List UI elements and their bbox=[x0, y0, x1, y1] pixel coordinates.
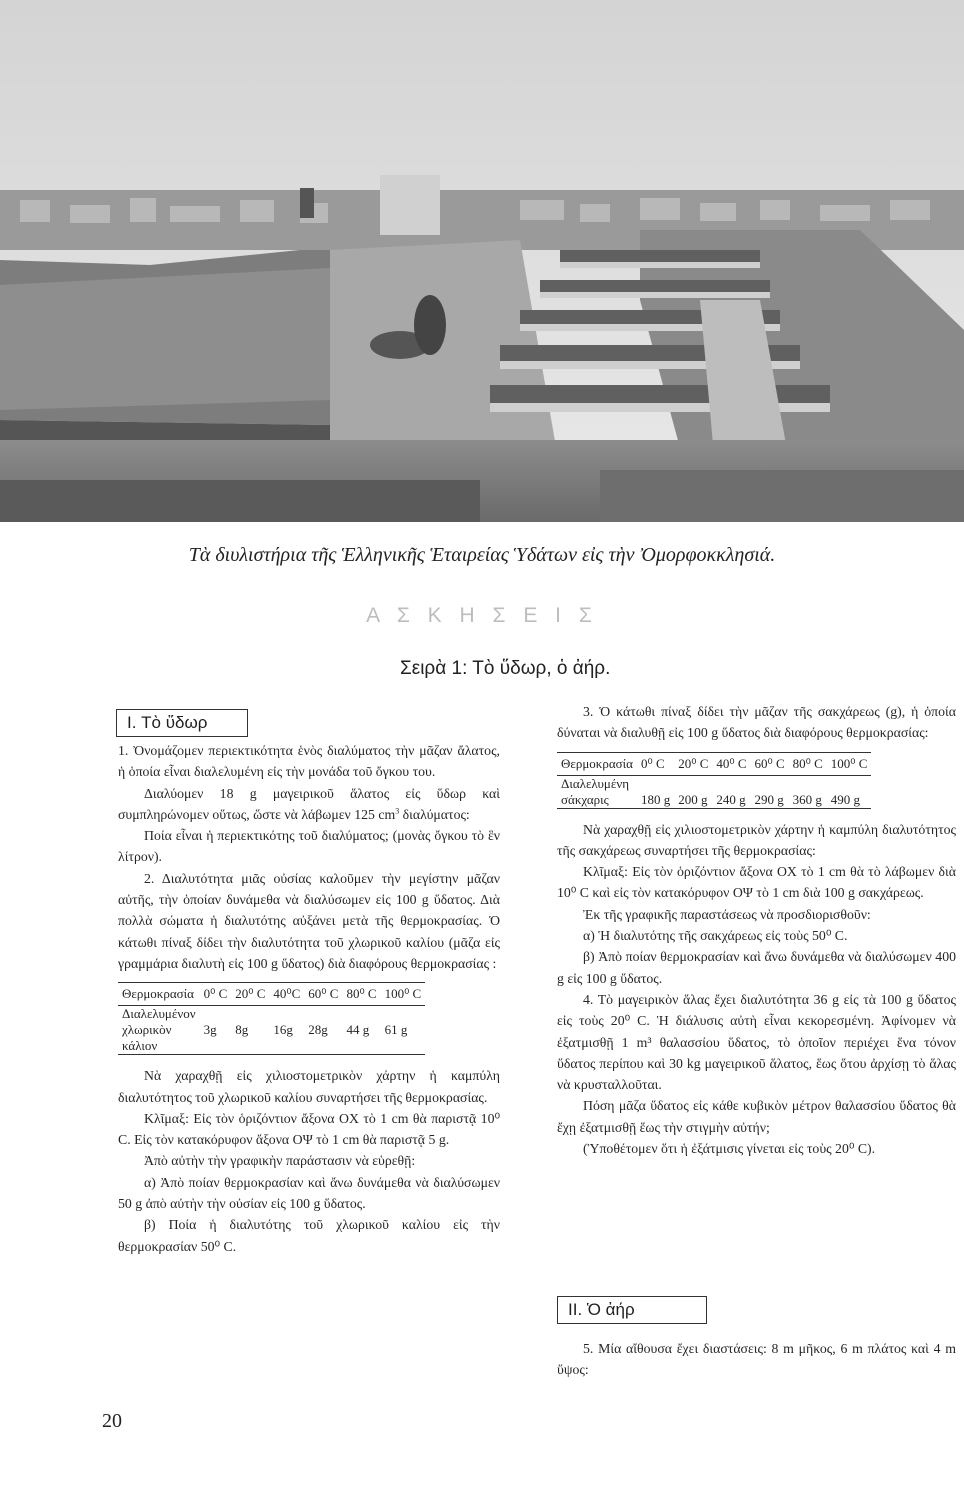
table-cell: 0⁰ C bbox=[200, 983, 232, 1006]
exercises-heading: Α Σ Κ Η Σ Ε Ι Σ bbox=[366, 604, 598, 627]
table-row-label: Διαλελυμένον bbox=[122, 1006, 196, 1022]
exercise-1-question: Ποία εἶναι ἡ περιεκτικότης τοῦ διαλύματος; (μονὰς ὄγκου τὸ ἓν λίτρον). bbox=[118, 828, 500, 865]
exercise-3-find: Ἐκ τῆς γραφικῆς παραστάσεως νὰ προσδιορισθοῦν: bbox=[583, 906, 871, 922]
exercise-2-text: 2. Διαλυτότητα μιᾶς οὐσίας καλοῦμεν τὴν μεγίστην μᾶζαν αὐτῆς, τὴν ὁποίαν δυνάμεθα νὰ διαλύσωμεν εἰς 100 g ὕδατος. Διὰ πολλὰ σώματα ἡ διαλυτότης αὐξάνει μετὰ τῆς θερμοκρασίας. Ὁ κάτωθι πίναξ δίδει τὴν διαλυτότητα τοῦ χλωρικοῦ καλίου (μᾶζα εἰς γραμμάρια διαλυτὴ εἰς 100 g ὕδατος) διὰ διαφόρους θερμοκρασίας : bbox=[118, 870, 500, 971]
exercise-3-text: 3. Ὁ κάτωθι πίναξ δίδει τὴν μᾶζαν τῆς σακχάρεως (g), ἡ ὁποία δύναται νὰ διαλυθῇ εἰς 100 g ὕδατος διὰ διαφόρους θερμοκρασίας: bbox=[557, 704, 956, 741]
table-row-label: σάκχαρις bbox=[557, 792, 637, 809]
exercise-2-scale: Κλῖμαξ: Εἰς τὸν ὁριζόντιον ἄξονα ΟΧ τὸ 1 cm θὰ παριστᾷ 10⁰ C. Εἰς τὸν κατακόρυφον ἄξονα ΟΨ τὸ 1 cm θὰ παριστᾷ 5 g. bbox=[118, 1110, 500, 1148]
table-cell: 100⁰ C bbox=[827, 752, 872, 775]
table-row bbox=[557, 775, 871, 792]
table-cell: 61 g bbox=[384, 1022, 408, 1038]
right-column-bottom bbox=[557, 1338, 956, 1381]
sugar-table bbox=[557, 752, 871, 809]
exercise-4-text: 4. Τὸ μαγειρικὸν ἅλας ἔχει διαλυτότητα 36 g εἰς τὰ 100 g ὕδατος εἰς τοὺς 20⁰ C. Ἡ διάλυσις αὐτὴ εἶναι κεκορεσμένη. Ἀφίνομεν νὰ ἐξατμισθῇ 1 m³ θαλασσίου ὕδατος, τὸ ὁποῖον περιέχει ἕνα τόνον ὕδατος περίπου καὶ 30 kg μαγειρικοῦ ἅλατος, ἕως ὅτου ἀρχίσῃ τὸ ἅλας νὰ κρυσταλλοῦται. bbox=[557, 991, 956, 1093]
table-cell: 60⁰ C bbox=[751, 752, 789, 775]
left-column bbox=[118, 740, 500, 1257]
table-cell: 240 g bbox=[712, 792, 750, 809]
exercise-4-note: (Ὑποθέτομεν ὅτι ἡ ἐξάτμισις γίνεται εἰς τοὺς 20⁰ C). bbox=[583, 1141, 876, 1157]
section-water-heading: I. Τὸ ὕδωρ bbox=[116, 709, 248, 737]
right-column bbox=[557, 701, 956, 1159]
table-row bbox=[118, 1006, 425, 1023]
table-cell: 16g bbox=[273, 1022, 293, 1038]
exercise-3-scale: Κλῖμαξ: Εἰς τὸν ὁριζόντιον ἄξονα ΟΧ τὸ 1 cm θὰ τὸ λάβωμεν διὰ 10⁰ C καὶ εἰς τὸν κατακόρυφον ΟΨ τὸ 1 cm διὰ 100 g σακχάρεως. bbox=[557, 864, 956, 901]
exercise-2-question-b: β) Ποία ἡ διαλυτότης τοῦ χλωρικοῦ καλίου εἰς τὴν θερμοκρασίαν 50⁰ C. bbox=[118, 1217, 500, 1254]
table-row-label: χλωρικὸν bbox=[122, 1022, 172, 1038]
table-cell: 40⁰ C bbox=[712, 752, 750, 775]
table-cell: 44 g bbox=[346, 1022, 370, 1038]
table-cell: 28g bbox=[308, 1022, 328, 1038]
filter-beds-photo bbox=[0, 0, 964, 522]
exercise-1-data: Διαλύομεν 18 g μαγειρικοῦ ἅλατος εἰς ὕδωρ καὶ συμπληρώνομεν οὕτως, ὥστε νὰ λάβωμεν 125 $cm^3$ διαλύματος: bbox=[118, 785, 500, 822]
table-cell: 8g bbox=[235, 1022, 249, 1038]
exercise-2-instruction: Νὰ χαραχθῇ εἰς χιλιοστομετρικὸν χάρτην ἡ καμπύλη διαλυτότητος τοῦ χλωρικοῦ καλίου συναρτήσει τῆς θερμοκρασίας. bbox=[118, 1068, 500, 1105]
section-air-heading: II. Ὁ ἀήρ bbox=[557, 1296, 707, 1324]
table-cell: 180 g bbox=[637, 792, 674, 809]
table-row-label: κάλιον bbox=[118, 1038, 200, 1055]
table-row bbox=[557, 792, 871, 809]
table-cell: 60⁰ C bbox=[304, 983, 342, 1006]
table-cell: 40⁰C bbox=[269, 983, 304, 1006]
photo-caption: Τὰ διυλιστήρια τῆς Ἑλληνικῆς Ἑταιρείας Ὑδάτων εἰς τὴν Ὀμορφοκκλησιά. bbox=[188, 544, 776, 566]
table-cell: 80⁰ C bbox=[789, 752, 827, 775]
table-cell: 490 g bbox=[827, 792, 872, 809]
table-cell: 20⁰ C bbox=[674, 752, 712, 775]
table-header-label: Θερμοκρασία bbox=[118, 983, 200, 1006]
table-header-label: Θερμοκρασία bbox=[557, 752, 637, 775]
page-number: 20 bbox=[102, 1410, 122, 1432]
series-title: Σειρὰ 1: Τὸ ὕδωρ, ὁ ἀήρ. bbox=[400, 658, 611, 679]
table-cell: 100⁰ C bbox=[381, 983, 426, 1006]
table-cell: 360 g bbox=[789, 792, 827, 809]
table-row bbox=[118, 1038, 425, 1055]
exercise-3-instruction: Νὰ χαραχθῇ εἰς χιλιοστομετρικὸν χάρτην ἡ καμπύλη διαλυτότητος τῆς σακχάρεως συναρτήσει τῆς θερμοκρασίας: bbox=[557, 821, 956, 858]
exercise-3-question-b: β) Ἀπὸ ποίαν θερμοκρασίαν καὶ ἄνω δυνάμεθα νὰ διαλύσωμεν 400 g εἰς 100 g ὕδατος. bbox=[557, 949, 956, 986]
table-cell: 0⁰ C bbox=[637, 752, 674, 775]
table-cell: 20⁰ C bbox=[231, 983, 269, 1006]
exercise-4-question: Πόση μᾶζα ὕδατος εἰς κάθε κυβικὸν μέτρον θαλασσίου ὕδατος θὰ ἔχῃ ἐξατμισθῇ ἕως τὴν στιγμὴν αὐτήν; bbox=[557, 1098, 956, 1135]
potassium-chlorate-table bbox=[118, 982, 425, 1055]
table-row bbox=[557, 752, 871, 775]
table-row bbox=[118, 983, 425, 1006]
table-cell: 290 g bbox=[751, 792, 789, 809]
table-cell: 200 g bbox=[674, 792, 712, 809]
exercise-2-find: Ἀπὸ αὐτὴν τὴν γραφικὴν παράστασιν νὰ εὑρεθῇ: bbox=[144, 1153, 416, 1169]
table-row bbox=[118, 1022, 425, 1038]
table-cell: 3g bbox=[203, 1022, 217, 1038]
exercise-3-question-a: α) Ἡ διαλυτότης τῆς σακχάρεως εἰς τοὺς 50⁰ C. bbox=[583, 928, 848, 944]
table-row-label: Διαλελυμένη bbox=[561, 775, 630, 791]
table-cell: 80⁰ C bbox=[342, 983, 380, 1006]
exercise-5-text: 5. Μία αἴθουσα ἔχει διαστάσεις: 8 m μῆκος, 6 m πλάτος καὶ 4 m ὕψος: bbox=[557, 1341, 956, 1378]
exercise-2-question-a: α) Ἀπὸ ποίαν θερμοκρασίαν καὶ ἄνω δυνάμεθα νὰ διαλύσωμεν 50 g ἀπὸ αὐτὴν τὴν οὐσίαν εἰς 100 g ὕδατος. bbox=[118, 1174, 500, 1212]
exercise-1-text: 1. Ὀνομάζομεν περιεκτικότητα ἑνὸς διαλύματος τὴν μᾶζαν ἄλατος, ἡ ὁποία εἶναι διαλελυμένη εἰς τὴν μονάδα τοῦ ὄγκου του. bbox=[118, 743, 500, 780]
